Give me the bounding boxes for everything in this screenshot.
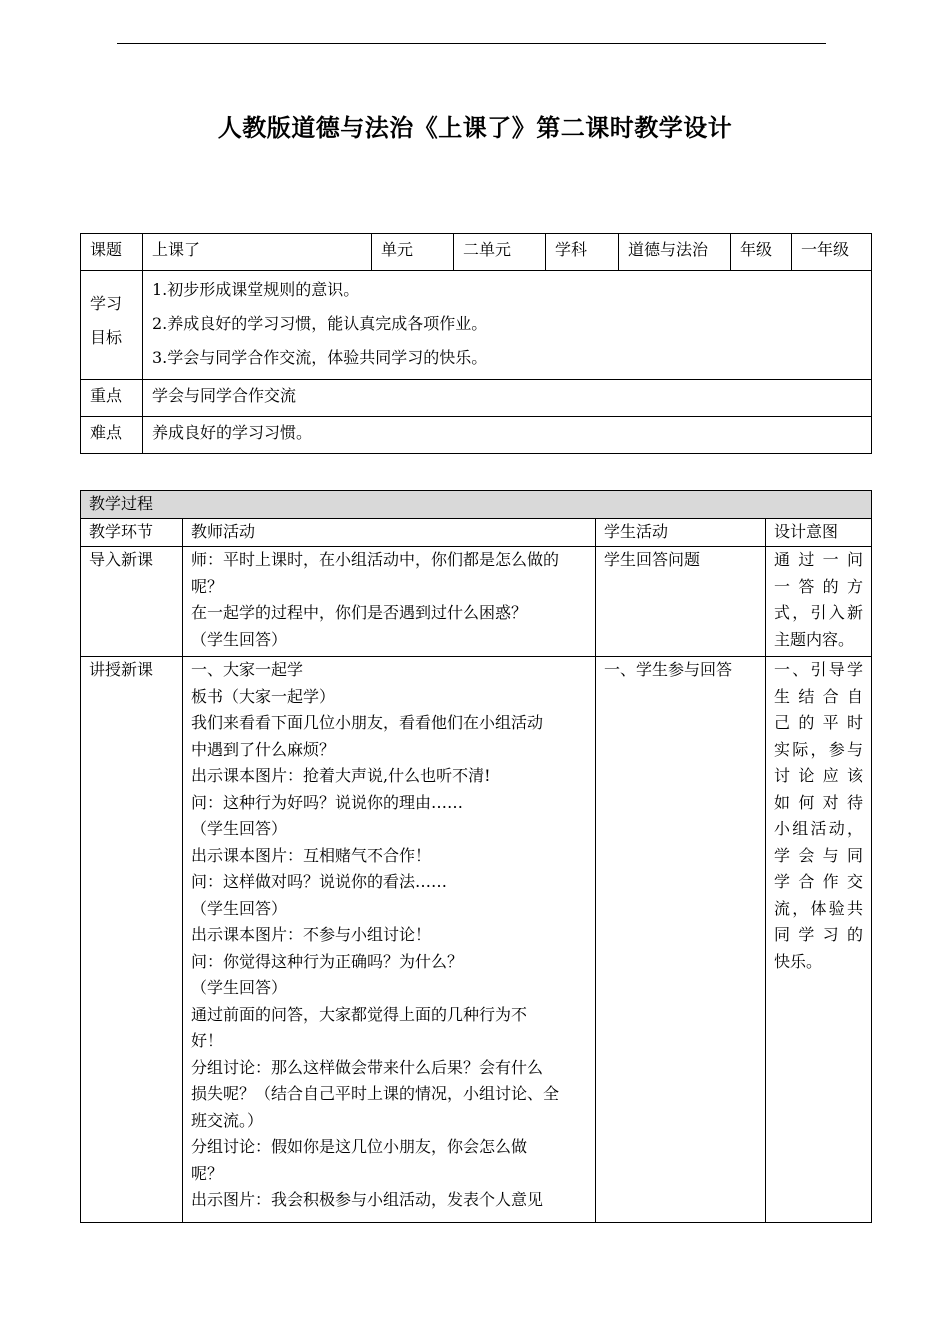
header-rule [117, 43, 826, 44]
goal-item: 1.初步形成课堂规则的意识。 [152, 280, 360, 299]
col-header-student: 学生活动 [596, 519, 766, 547]
design-intent-cell: 通 过 一 问 一 答 的 方 式，引入新 主题内容。 [766, 547, 872, 657]
goal-item: 2.养成良好的学习习惯，能认真完成各项作业。 [152, 314, 488, 333]
table-row [81, 547, 872, 657]
table-row [81, 657, 872, 1223]
stage-cell: 导入新课 [81, 547, 183, 657]
process-section-header [81, 491, 872, 519]
info-row-topic [81, 234, 872, 271]
subject-label: 学科 [546, 234, 619, 271]
document-title: 人教版道德与法治《上课了》第二课时教学设计 [217, 114, 733, 142]
col-header-stage: 教学环节 [81, 519, 183, 547]
unit-label: 单元 [372, 234, 454, 271]
info-row-goals [81, 271, 872, 380]
key-label: 重点 [81, 380, 143, 417]
key-value: 学会与同学合作交流 [143, 380, 872, 417]
stage-cell: 讲授新课 [81, 657, 183, 1223]
difficulty-label: 难点 [81, 417, 143, 454]
design-intent-cell: 一、引导学 生 结 合 自 己 的 平 时 实际，参与 讨 论 应 该 如 何 对 待 小组活动， 学 会 与 同 学 合 作 交 流，体验共 同 学 习 的 快乐。 [766, 657, 872, 1223]
topic-value: 上课了 [143, 234, 372, 271]
lesson-info-table [80, 233, 872, 454]
teacher-activity-cell: 师：平时上课时，在小组活动中，你们都是怎么做的 呢？ 在一起学的过程中，你们是否遇到过什么困惑？ （学生回答） [183, 547, 596, 657]
topic-label: 课题 [81, 234, 143, 271]
grade-value: 一年级 [792, 234, 872, 271]
col-header-intent: 设计意图 [766, 519, 872, 547]
grade-label: 年级 [731, 234, 792, 271]
goals-list [143, 271, 872, 380]
col-header-teacher: 教师活动 [183, 519, 596, 547]
unit-value: 二单元 [454, 234, 546, 271]
student-activity-cell: 学生回答问题 [596, 547, 766, 657]
process-column-headers [81, 519, 872, 547]
teaching-process-table [80, 490, 872, 1223]
info-row-difficulty [81, 417, 872, 454]
difficulty-value: 养成良好的学习习惯。 [143, 417, 872, 454]
info-row-key [81, 380, 872, 417]
goals-label: 学习 目标 [81, 271, 143, 380]
goal-item: 3.学会与同学合作交流，体验共同学习的快乐。 [152, 348, 488, 367]
subject-value: 道德与法治 [619, 234, 731, 271]
teacher-activity-cell: 一、大家一起学 板书（大家一起学） 我们来看看下面几位小朋友，看看他们在小组活动 中遇到了什么麻烦？ 出示课本图片：抢着大声说,什么也听不清! 问：这种行为好吗？说说你的理由…… （学生回答） 出示课本图片：互相赌气不合作！ 问：这样做对吗？说说你的看法…… （学生回答） 出示课本图片：不参与小组讨论！ 问：你觉得这种行为正确吗？为什么？ （学生回答） 通过前面的问答，大家都觉得上面的几种行为不 好！ 分组讨论：那么这样做会带来什么后果？会有什么 损失呢？（结合自己平时上课的情况，小组讨论、全 班交流。） 分组讨论：假如你是这几位小朋友，你会怎么做 呢？ 出示图片：我会积极参与小组活动，发表个人意见 [183, 657, 596, 1223]
process-section-title: 教学过程 [81, 491, 872, 519]
student-activity-cell: 一、学生参与回答 [596, 657, 766, 1223]
